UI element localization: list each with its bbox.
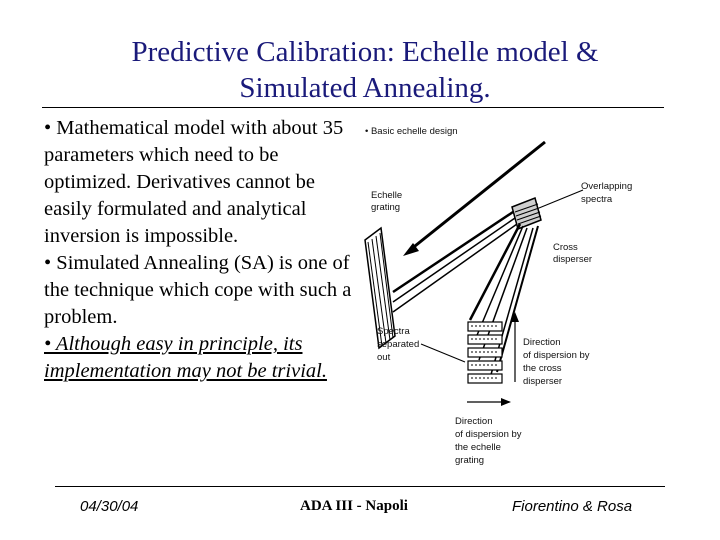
label-dir-cross-1: Direction	[523, 337, 561, 348]
title-divider	[42, 107, 664, 108]
bullet-list	[44, 115, 354, 385]
footer-date: 04/30/04	[80, 498, 139, 515]
label-dir-echelle-2: of dispersion by	[455, 429, 522, 440]
echelle-diagram-svg	[355, 112, 645, 477]
echelle-direction-arrowhead	[501, 398, 511, 406]
label-spectra-2: separated	[377, 339, 420, 350]
spectral-orders	[468, 322, 502, 383]
label-echelle-1: Echelle	[371, 190, 403, 201]
label-cross-1: Cross	[553, 242, 578, 253]
title-line-2: Simulated Annealing.	[239, 72, 491, 104]
overlapping-pointer	[539, 190, 583, 208]
label-dir-echelle-1: Direction	[455, 416, 493, 427]
spectra-pointer	[421, 344, 465, 362]
slide-title	[60, 34, 670, 106]
label-dir-cross-2: of dispersion by	[523, 350, 590, 361]
label-dir-cross-4: disperser	[523, 376, 563, 387]
footer-authors: Fiorentino & Rosa	[512, 498, 633, 515]
title-line-1: Predictive Calibration: Echelle model &	[131, 36, 599, 68]
bullet-sa: • Simulated Annealing (SA) is one of the technique which cope with such a problem.	[44, 252, 352, 328]
label-overlapping-1: Overlapping	[581, 181, 633, 192]
footer-conference: ADA III - Napoli	[300, 498, 408, 514]
label-dir-echelle-3: the echelle	[455, 442, 501, 453]
bullet-implementation: • Although easy in principle, its implementation may not be trivial.	[44, 333, 327, 382]
figure-caption: • Basic echelle design	[365, 126, 458, 137]
label-overlapping-2: spectra	[581, 194, 613, 205]
label-spectra-1: Spectra	[377, 326, 410, 337]
echelle-diagram	[355, 112, 645, 477]
label-echelle-2: grating	[371, 202, 401, 213]
label-dir-echelle-4: grating	[455, 455, 485, 466]
label-spectra-3: out	[377, 352, 391, 363]
bullet-model: • Mathematical model with about 35 parameters which need to be optimized. Derivatives cannot be easily formulated and analytical inversion is impossible.	[44, 117, 344, 247]
footer-divider	[55, 486, 665, 487]
label-dir-cross-3: the cross	[523, 363, 562, 374]
label-cross-2: disperser	[553, 254, 593, 265]
